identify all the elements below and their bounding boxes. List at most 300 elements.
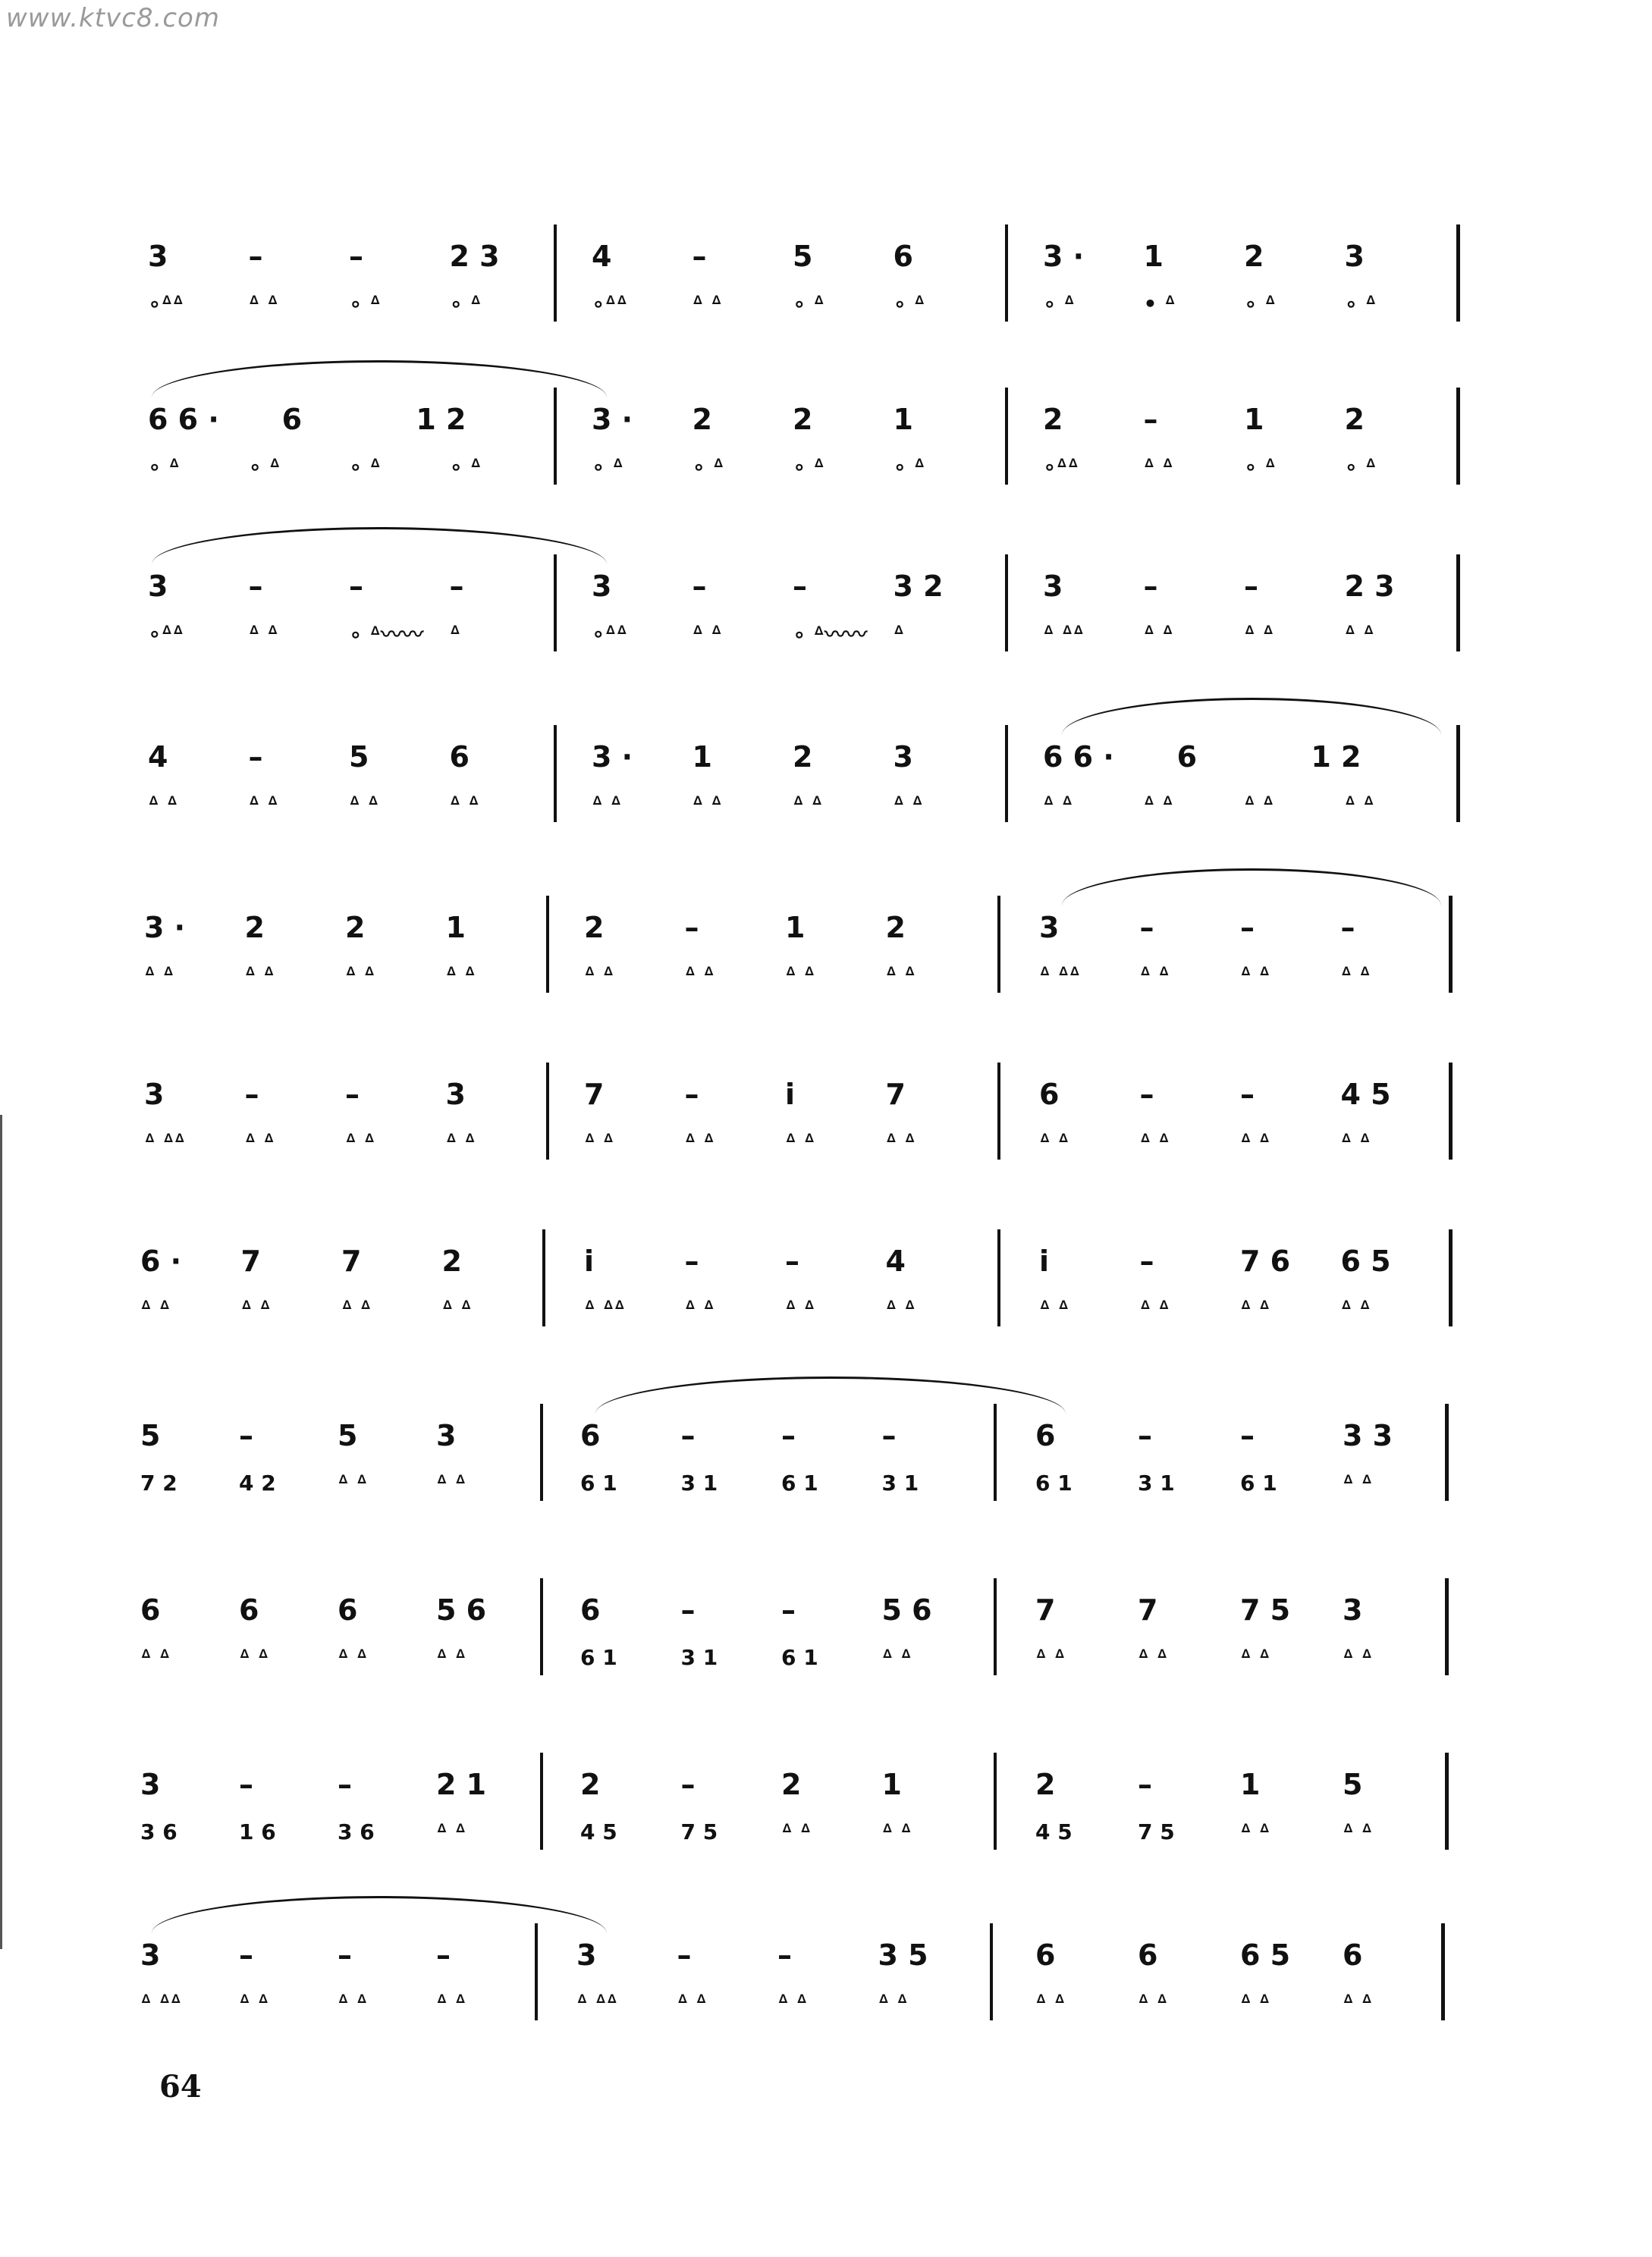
- accompaniment-beat: 1 6: [239, 1819, 276, 1844]
- measure: [1035, 1574, 1445, 1687]
- melody-voice: [584, 905, 986, 950]
- end-barline: [1456, 388, 1460, 485]
- accompaniment-beat: ᐞ ᐞ: [785, 962, 815, 987]
- accompaniment-beat: ᐞ ᐞ: [338, 1644, 368, 1670]
- melody-voice: [148, 234, 550, 279]
- accompaniment-voice: [144, 952, 546, 997]
- accompaniment-beat: ∘ ᐞ: [793, 454, 825, 479]
- barline: [1005, 725, 1008, 822]
- accompaniment-beat: ∘ ᐞ: [893, 290, 925, 316]
- note-beat: 2: [441, 1245, 462, 1278]
- accompaniment-beat: ᐞ ᐞ: [1343, 1644, 1373, 1670]
- accompaniment-beat: ∘ ᐞ: [592, 454, 624, 479]
- accompaniment-beat: 6 1: [781, 1470, 818, 1496]
- measure: [592, 383, 994, 497]
- barline: [554, 388, 557, 485]
- note-beat: –: [1139, 911, 1154, 944]
- note-beat: 3: [445, 1078, 466, 1111]
- accompaniment-beat: ᐞ: [893, 620, 905, 646]
- barline: [1005, 554, 1008, 651]
- note-beat: –: [436, 1938, 451, 1972]
- accompaniment-beat: ᐞ ᐞ: [677, 1989, 707, 2015]
- accompaniment-beat: 6 1: [781, 1644, 818, 1670]
- accompaniment-voice: [1039, 952, 1441, 997]
- accompaniment-beat: 3 6: [140, 1819, 177, 1844]
- accompaniment-beat: 3 1: [680, 1470, 718, 1496]
- accompaniment-beat: ᐞ ᐞ: [248, 290, 278, 316]
- barline: [994, 1578, 997, 1675]
- accompaniment-voice: [140, 1285, 542, 1331]
- accompaniment-voice: [148, 444, 550, 489]
- note-beat: –: [677, 1938, 692, 1972]
- accompaniment-voice: [1043, 781, 1445, 827]
- note-beat: 6: [338, 1593, 358, 1627]
- accompaniment-voice: [592, 444, 994, 489]
- measure: [144, 1058, 546, 1172]
- melody-voice: [1035, 1587, 1445, 1633]
- accompaniment-beat: ᐞ ᐞ: [1240, 1989, 1270, 2015]
- barline: [554, 725, 557, 822]
- note-beat: –: [338, 1768, 352, 1801]
- note-beat: 2: [580, 1768, 601, 1801]
- note-beat: –: [881, 1419, 897, 1452]
- note-beat: 6: [580, 1593, 601, 1627]
- barline: [990, 1923, 993, 2020]
- barline: [554, 224, 557, 322]
- barline: [997, 1063, 1000, 1160]
- accompaniment-beat: ∘ᐞᐞ: [148, 620, 184, 646]
- measure: [580, 1748, 982, 1862]
- note-beat: 7 5: [1240, 1593, 1291, 1627]
- accompaniment-beat: ᐞ ᐞ: [239, 1644, 269, 1670]
- melody-voice: [148, 734, 550, 780]
- accompaniment-voice: [592, 281, 994, 326]
- accompaniment-beat: ᐞ ᐞ: [1240, 1128, 1270, 1154]
- note-beat: –: [692, 240, 707, 273]
- accompaniment-voice: [140, 1634, 535, 1680]
- note-beat: 2 1: [436, 1768, 487, 1801]
- accompaniment-beat: ᐞ ᐞ: [240, 1295, 271, 1321]
- accompaniment-beat: 7 5: [1138, 1819, 1175, 1844]
- note-beat: 1 2: [1311, 740, 1361, 774]
- accompaniment-voice: [140, 1979, 535, 2025]
- accompaniment-beat: ᐞ ᐞ: [584, 962, 614, 987]
- note-beat: –: [239, 1938, 253, 1972]
- accompaniment-beat: ᐞ ᐞ: [1340, 1295, 1371, 1321]
- note-beat: –: [1340, 911, 1355, 944]
- accompaniment-beat: 3 1: [881, 1470, 919, 1496]
- accompaniment-beat: ᐞ ᐞ: [1143, 791, 1173, 817]
- melody-voice: [140, 1413, 535, 1458]
- note-beat: –: [1240, 911, 1255, 944]
- note-beat: 6 5: [1340, 1245, 1391, 1278]
- note-beat: –: [684, 1245, 699, 1278]
- note-beat: 3 ·: [1043, 240, 1085, 273]
- accompaniment-voice: [580, 1460, 982, 1505]
- note-beat: 2: [584, 911, 605, 944]
- accompaniment-beat: 7 2: [140, 1470, 177, 1496]
- accompaniment-beat: ᐞ ᐞᐞ: [1043, 620, 1085, 646]
- note-beat: –: [1244, 570, 1258, 603]
- accompaniment-voice: [580, 1809, 982, 1854]
- note-beat: 3: [140, 1938, 161, 1972]
- barline: [1005, 388, 1008, 485]
- accompaniment-beat: ∘ ᐞ〰〰: [349, 622, 424, 647]
- measure: [148, 550, 550, 664]
- accompaniment-beat: ∘ ᐞ: [449, 290, 482, 316]
- note-beat: 3 ·: [144, 911, 186, 944]
- staff-system: [0, 220, 1652, 334]
- note-beat: 6: [893, 240, 913, 273]
- note-beat: 2 3: [1344, 570, 1395, 603]
- accompaniment-beat: ᐞ ᐞ: [1138, 1989, 1168, 2015]
- note-beat: 6: [239, 1593, 259, 1627]
- note-beat: 2: [1244, 240, 1264, 273]
- measure: [1039, 1058, 1441, 1172]
- note-beat: 5: [793, 240, 813, 273]
- note-beat: –: [248, 570, 263, 603]
- melody-voice: [1035, 1932, 1445, 1978]
- accompaniment-beat: ᐞ ᐞ: [584, 1128, 614, 1154]
- end-barline: [1449, 896, 1453, 993]
- barline: [1005, 224, 1008, 322]
- barline: [540, 1753, 543, 1850]
- measure: [1043, 720, 1445, 834]
- barline: [997, 896, 1000, 993]
- end-barline: [1449, 1063, 1453, 1160]
- staff-system: [0, 891, 1652, 1005]
- note-beat: –: [680, 1419, 696, 1452]
- note-beat: 6: [1176, 740, 1198, 774]
- note-beat: 1: [1240, 1768, 1261, 1801]
- measure: [140, 1919, 535, 2033]
- accompaniment-beat: ᐞ ᐞ: [785, 1128, 815, 1154]
- accompaniment-voice: [1035, 1460, 1445, 1505]
- accompaniment-voice: [140, 1460, 535, 1505]
- accompaniment-beat: 6 1: [580, 1644, 617, 1670]
- melody-voice: [140, 1587, 535, 1633]
- accompaniment-beat: ᐞ ᐞ: [1340, 1128, 1371, 1154]
- measure: [144, 891, 546, 1005]
- measure: [1035, 1919, 1445, 2033]
- note-beat: 3 ·: [592, 403, 633, 436]
- melody-voice: [1043, 563, 1445, 609]
- accompaniment-beat: ᐞ ᐞ: [1343, 1470, 1373, 1496]
- watermark: www.ktvc8.com: [6, 3, 220, 33]
- melody-voice: [584, 1072, 986, 1117]
- note-beat: 1: [893, 403, 913, 436]
- accompaniment-beat: ᐞ ᐞ: [1340, 962, 1371, 987]
- measure: [140, 1225, 542, 1339]
- note-beat: 1: [1244, 403, 1264, 436]
- accompaniment-voice: [1043, 444, 1445, 489]
- note-beat: –: [349, 570, 363, 603]
- end-barline: [1449, 1229, 1453, 1326]
- barline: [542, 1229, 545, 1326]
- accompaniment-beat: ᐞ ᐞ: [692, 620, 722, 646]
- note-beat: –: [1138, 1419, 1152, 1452]
- note-beat: –: [349, 240, 363, 273]
- accompaniment-beat: ᐞ ᐞ: [692, 791, 722, 817]
- accompaniment-beat: ᐞ ᐞ: [1344, 791, 1374, 817]
- note-beat: 2: [1344, 403, 1365, 436]
- accompaniment-voice: [148, 281, 550, 326]
- note-beat: 3: [140, 1768, 161, 1801]
- note-beat: –: [680, 1593, 696, 1627]
- note-beat: 6: [449, 740, 470, 774]
- accompaniment-beat: ᐞ ᐞ: [1343, 1989, 1373, 2015]
- accompaniment-beat: ᐞ ᐞ: [338, 1989, 368, 2015]
- note-beat: 1: [692, 740, 712, 774]
- accompaniment-beat: ∘ ᐞ: [1244, 454, 1277, 479]
- melody-voice: [592, 563, 994, 609]
- note-beat: –: [1138, 1768, 1152, 1801]
- note-beat: 6: [1035, 1938, 1056, 1972]
- note-beat: 7: [341, 1245, 362, 1278]
- accompaniment-beat: ∘ᐞᐞ: [148, 290, 184, 316]
- note-beat: –: [239, 1768, 253, 1801]
- note-beat: –: [1139, 1245, 1154, 1278]
- note-beat: 3 5: [878, 1938, 928, 1972]
- note-beat: 3: [1043, 570, 1063, 603]
- melody-voice: [144, 1072, 546, 1117]
- note-beat: i: [1039, 1245, 1050, 1278]
- note-beat: 6: [140, 1593, 161, 1627]
- measure: [584, 1058, 986, 1172]
- note-beat: 2: [1035, 1768, 1056, 1801]
- accompaniment-voice: [1035, 1809, 1445, 1854]
- accompaniment-beat: ᐞ ᐞ: [341, 1295, 372, 1321]
- note-beat: –: [248, 740, 263, 774]
- note-beat: 1: [445, 911, 466, 944]
- melody-voice: [144, 905, 546, 950]
- measure: [584, 1225, 986, 1339]
- staff-system: [0, 1574, 1652, 1687]
- accompaniment-beat: ᐞ ᐞ: [1143, 620, 1173, 646]
- barline: [540, 1404, 543, 1501]
- end-barline: [1456, 224, 1460, 322]
- accompaniment-beat: ᐞ ᐞ: [140, 1295, 171, 1321]
- note-beat: 3: [1344, 240, 1365, 273]
- accompaniment-beat: ᐞ ᐞ: [345, 962, 375, 987]
- measure: [1035, 1748, 1445, 1862]
- end-barline: [1441, 1923, 1445, 2020]
- accompaniment-voice: [144, 1119, 546, 1164]
- accompaniment-beat: ∘ ᐞ: [1344, 290, 1377, 316]
- note-beat: 2: [885, 911, 906, 944]
- melody-voice: [1039, 1238, 1441, 1284]
- accompaniment-beat: ∘ᐞᐞ: [592, 290, 628, 316]
- accompaniment-voice: [1035, 1979, 1445, 2025]
- accompaniment-beat: ∘ ᐞ: [349, 454, 382, 479]
- accompaniment-beat: ᐞ ᐞ: [878, 1989, 908, 2015]
- accompaniment-beat: ᐞ ᐞ: [1035, 1644, 1066, 1670]
- accompaniment-beat: ᐞ ᐞ: [1138, 1644, 1168, 1670]
- accompaniment-beat: ᐞ ᐞ: [885, 1295, 916, 1321]
- note-beat: 3: [148, 570, 168, 603]
- accompaniment-beat: ᐞ ᐞ: [248, 791, 278, 817]
- accompaniment-voice: [592, 611, 994, 656]
- note-beat: –: [1240, 1078, 1255, 1111]
- note-beat: 2: [781, 1768, 802, 1801]
- accompaniment-beat: ᐞ ᐞ: [785, 1295, 815, 1321]
- accompaniment-beat: ᐞ ᐞᐞ: [576, 1989, 618, 2015]
- accompaniment-beat: 4 5: [1035, 1819, 1073, 1844]
- barline: [554, 554, 557, 651]
- staff-system: [0, 1058, 1652, 1172]
- note-beat: 6: [281, 403, 303, 436]
- melody-voice: [148, 563, 550, 609]
- note-beat: 5: [1343, 1768, 1363, 1801]
- note-beat: 5 6: [436, 1593, 487, 1627]
- note-beat: 1: [1143, 240, 1164, 273]
- note-beat: 3: [144, 1078, 165, 1111]
- end-barline: [1456, 554, 1460, 651]
- melody-voice: [1043, 397, 1445, 442]
- note-beat: –: [684, 911, 699, 944]
- note-beat: i: [584, 1245, 595, 1278]
- note-beat: –: [781, 1593, 796, 1627]
- melody-voice: [580, 1413, 982, 1458]
- melody-voice: [1043, 734, 1445, 780]
- note-beat: 6 6 ·: [148, 403, 219, 436]
- measure: [1043, 550, 1445, 664]
- accompaniment-beat: 6 1: [580, 1470, 617, 1496]
- accompaniment-beat: ᐞ ᐞ: [349, 791, 379, 817]
- accompaniment-beat: ᐞ ᐞ: [449, 791, 479, 817]
- accompaniment-beat: ᐞ ᐞ: [1139, 1295, 1170, 1321]
- measure: [148, 220, 550, 334]
- note-beat: 3 3: [1343, 1419, 1393, 1452]
- note-beat: 3: [576, 1938, 597, 1972]
- accompaniment-beat: ᐞ ᐞ: [248, 620, 278, 646]
- accompaniment-beat: ᐞ ᐞ: [445, 962, 476, 987]
- accompaniment-voice: [580, 1634, 982, 1680]
- note-beat: 3: [1039, 911, 1060, 944]
- barline: [535, 1923, 538, 2020]
- accompaniment-beat: ∘ ᐞ: [1043, 290, 1076, 316]
- accompaniment-beat: ∘ ᐞ: [148, 454, 181, 479]
- accompaniment-voice: [148, 611, 550, 656]
- measure: [576, 1919, 978, 2033]
- melody-voice: [1035, 1762, 1445, 1807]
- accompaniment-beat: ᐞ ᐞ: [777, 1989, 808, 2015]
- staff-system: [0, 550, 1652, 664]
- melody-voice: [1039, 905, 1441, 950]
- accompaniment-beat: ᐞ ᐞ: [239, 1989, 269, 2015]
- accompaniment-beat: ∘ ᐞ: [349, 290, 382, 316]
- accompaniment-beat: 4 5: [580, 1819, 617, 1844]
- note-beat: 2 3: [449, 240, 500, 273]
- accompaniment-voice: [1039, 1119, 1441, 1164]
- accompaniment-beat: 6 1: [1240, 1470, 1277, 1496]
- note-beat: –: [785, 1245, 799, 1278]
- measure: [584, 891, 986, 1005]
- note-beat: 2: [793, 740, 813, 774]
- note-beat: 6 6 ·: [1043, 740, 1114, 774]
- note-beat: 6: [580, 1419, 601, 1452]
- accompaniment-beat: ᐞ ᐞ: [1244, 791, 1274, 817]
- note-beat: –: [244, 1078, 259, 1111]
- accompaniment-voice: [584, 1285, 986, 1331]
- staff-system: [0, 1225, 1652, 1339]
- end-barline: [1445, 1578, 1449, 1675]
- accompaniment-beat: ᐞ ᐞ: [893, 791, 923, 817]
- note-beat: 2: [793, 403, 813, 436]
- melody-voice: [148, 397, 550, 442]
- accompaniment-beat: ᐞ ᐞ: [244, 962, 275, 987]
- accompaniment-beat: ᐞ ᐞ: [144, 962, 174, 987]
- note-beat: –: [1143, 570, 1158, 603]
- barline: [546, 1063, 549, 1160]
- accompaniment-voice: [1043, 611, 1445, 656]
- accompaniment-beat: ᐞ ᐞ: [148, 791, 178, 817]
- accompaniment-beat: ᐞ ᐞ: [1240, 1819, 1270, 1844]
- note-beat: –: [1139, 1078, 1154, 1111]
- note-beat: –: [239, 1419, 253, 1452]
- note-beat: 4: [885, 1245, 906, 1278]
- accompaniment-beat: ᐞ ᐞ: [692, 290, 722, 316]
- accompaniment-beat: ᐞ ᐞ: [1344, 620, 1374, 646]
- accompaniment-beat: 6 1: [1035, 1470, 1073, 1496]
- page-number: 64: [159, 2069, 202, 2105]
- note-beat: 3: [148, 240, 168, 273]
- note-beat: –: [781, 1419, 796, 1452]
- note-beat: 7 6: [1240, 1245, 1291, 1278]
- accompaniment-beat: ∘ ᐞ: [449, 454, 482, 479]
- melody-voice: [592, 234, 994, 279]
- accompaniment-voice: [584, 1119, 986, 1164]
- melody-voice: [592, 397, 994, 442]
- note-beat: 4: [148, 740, 168, 774]
- melody-voice: [580, 1762, 982, 1807]
- note-beat: –: [449, 570, 464, 603]
- accompaniment-beat: ᐞ ᐞ: [1244, 620, 1274, 646]
- accompaniment-beat: ᐞ ᐞ: [1039, 1295, 1069, 1321]
- measure: [592, 220, 994, 334]
- measure: [580, 1399, 982, 1513]
- note-beat: 6: [1343, 1938, 1363, 1972]
- melody-voice: [580, 1587, 982, 1633]
- accompaniment-voice: [592, 781, 994, 827]
- measure: [140, 1399, 535, 1513]
- accompaniment-beat: ᐞ ᐞᐞ: [584, 1295, 626, 1321]
- accompaniment-beat: ᐞ ᐞᐞ: [140, 1989, 182, 2015]
- note-beat: 7: [584, 1078, 605, 1111]
- accompaniment-beat: ᐞ ᐞ: [1039, 1128, 1069, 1154]
- measure: [592, 720, 994, 834]
- accompaniment-beat: 3 1: [1138, 1470, 1175, 1496]
- note-beat: 7: [885, 1078, 906, 1111]
- accompaniment-beat: ᐞ ᐞ: [881, 1644, 912, 1670]
- note-beat: 5: [349, 740, 369, 774]
- accompaniment-beat: ∘ ᐞ: [793, 290, 825, 316]
- note-beat: 4 5: [1340, 1078, 1391, 1111]
- note-beat: 1: [785, 911, 806, 944]
- note-beat: –: [680, 1768, 696, 1801]
- accompaniment-beat: ᐞ ᐞ: [1240, 1644, 1270, 1670]
- note-beat: 3: [1343, 1593, 1363, 1627]
- measure: [1043, 383, 1445, 497]
- note-beat: 2: [692, 403, 712, 436]
- accompaniment-beat: • ᐞ: [1143, 290, 1176, 316]
- note-beat: 3: [893, 740, 913, 774]
- note-beat: 7: [1035, 1593, 1056, 1627]
- accompaniment-beat: ᐞ ᐞ: [140, 1644, 171, 1670]
- note-beat: 6: [1138, 1938, 1158, 1972]
- accompaniment-voice: [1039, 1285, 1441, 1331]
- note-beat: 6 ·: [140, 1245, 182, 1278]
